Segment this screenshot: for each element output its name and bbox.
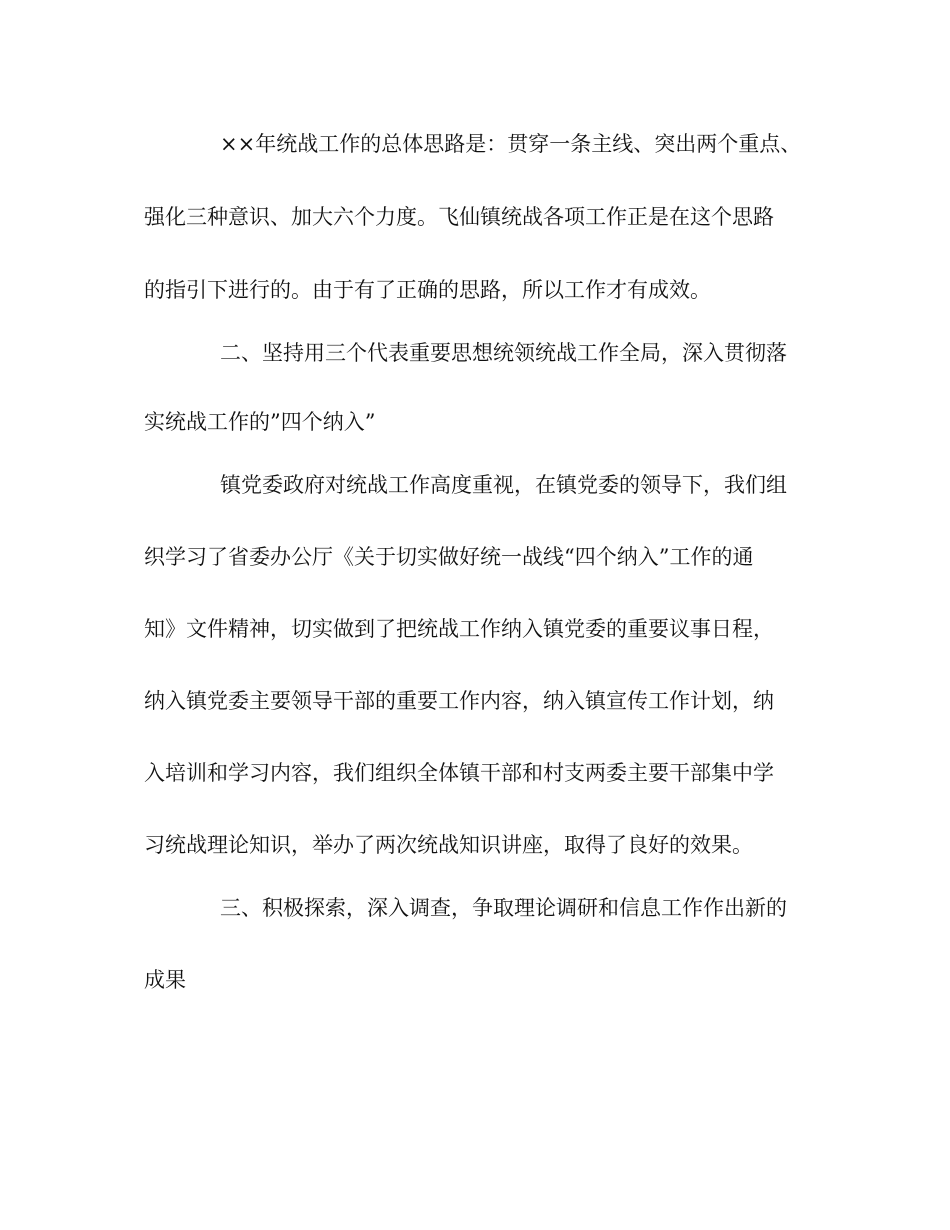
paragraph-2-line-4: 纳入镇党委主要领导干部的重要工作内容，纳入镇宣传工作计划，纳 bbox=[144, 689, 774, 713]
paragraph-1-line-3: 的指引下进行的。由于有了正确的思路，所以工作才有成效。 bbox=[144, 278, 711, 302]
paragraph-1-line-2: 强化三种意识、加大六个力度。飞仙镇统战各项工作正是在这个思路 bbox=[144, 205, 774, 229]
heading-3-line-1: 三、积极探索，深入调查，争取理论调研和信息工作作出新的 bbox=[220, 896, 787, 920]
paragraph-2-line-5: 入培训和学习内容，我们组织全体镇干部和村支两委主要干部集中学 bbox=[144, 761, 774, 785]
paragraph-1-line-1: ××年统战工作的总体思路是：贯穿一条主线、突出两个重点、 bbox=[220, 132, 802, 156]
paragraph-2-line-1: 镇党委政府对统战工作高度重视，在镇党委的领导下，我们组 bbox=[220, 473, 787, 497]
heading-3-line-2: 成果 bbox=[144, 968, 186, 992]
paragraph-2-line-6: 习统战理论知识，举办了两次统战知识讲座，取得了良好的效果。 bbox=[144, 833, 753, 857]
paragraph-2-line-2: 织学习了省委办公厅《关于切实做好统一战线“四个纳入”工作的通 bbox=[144, 545, 754, 569]
paragraph-2-line-3: 知》文件精神，切实做到了把统战工作纳入镇党委的重要议事日程， bbox=[144, 617, 774, 641]
heading-2-line-2: 实统战工作的”四个纳入” bbox=[144, 410, 376, 434]
heading-2-line-1: 二、坚持用三个代表重要思想统领统战工作全局，深入贯彻落 bbox=[220, 341, 787, 365]
